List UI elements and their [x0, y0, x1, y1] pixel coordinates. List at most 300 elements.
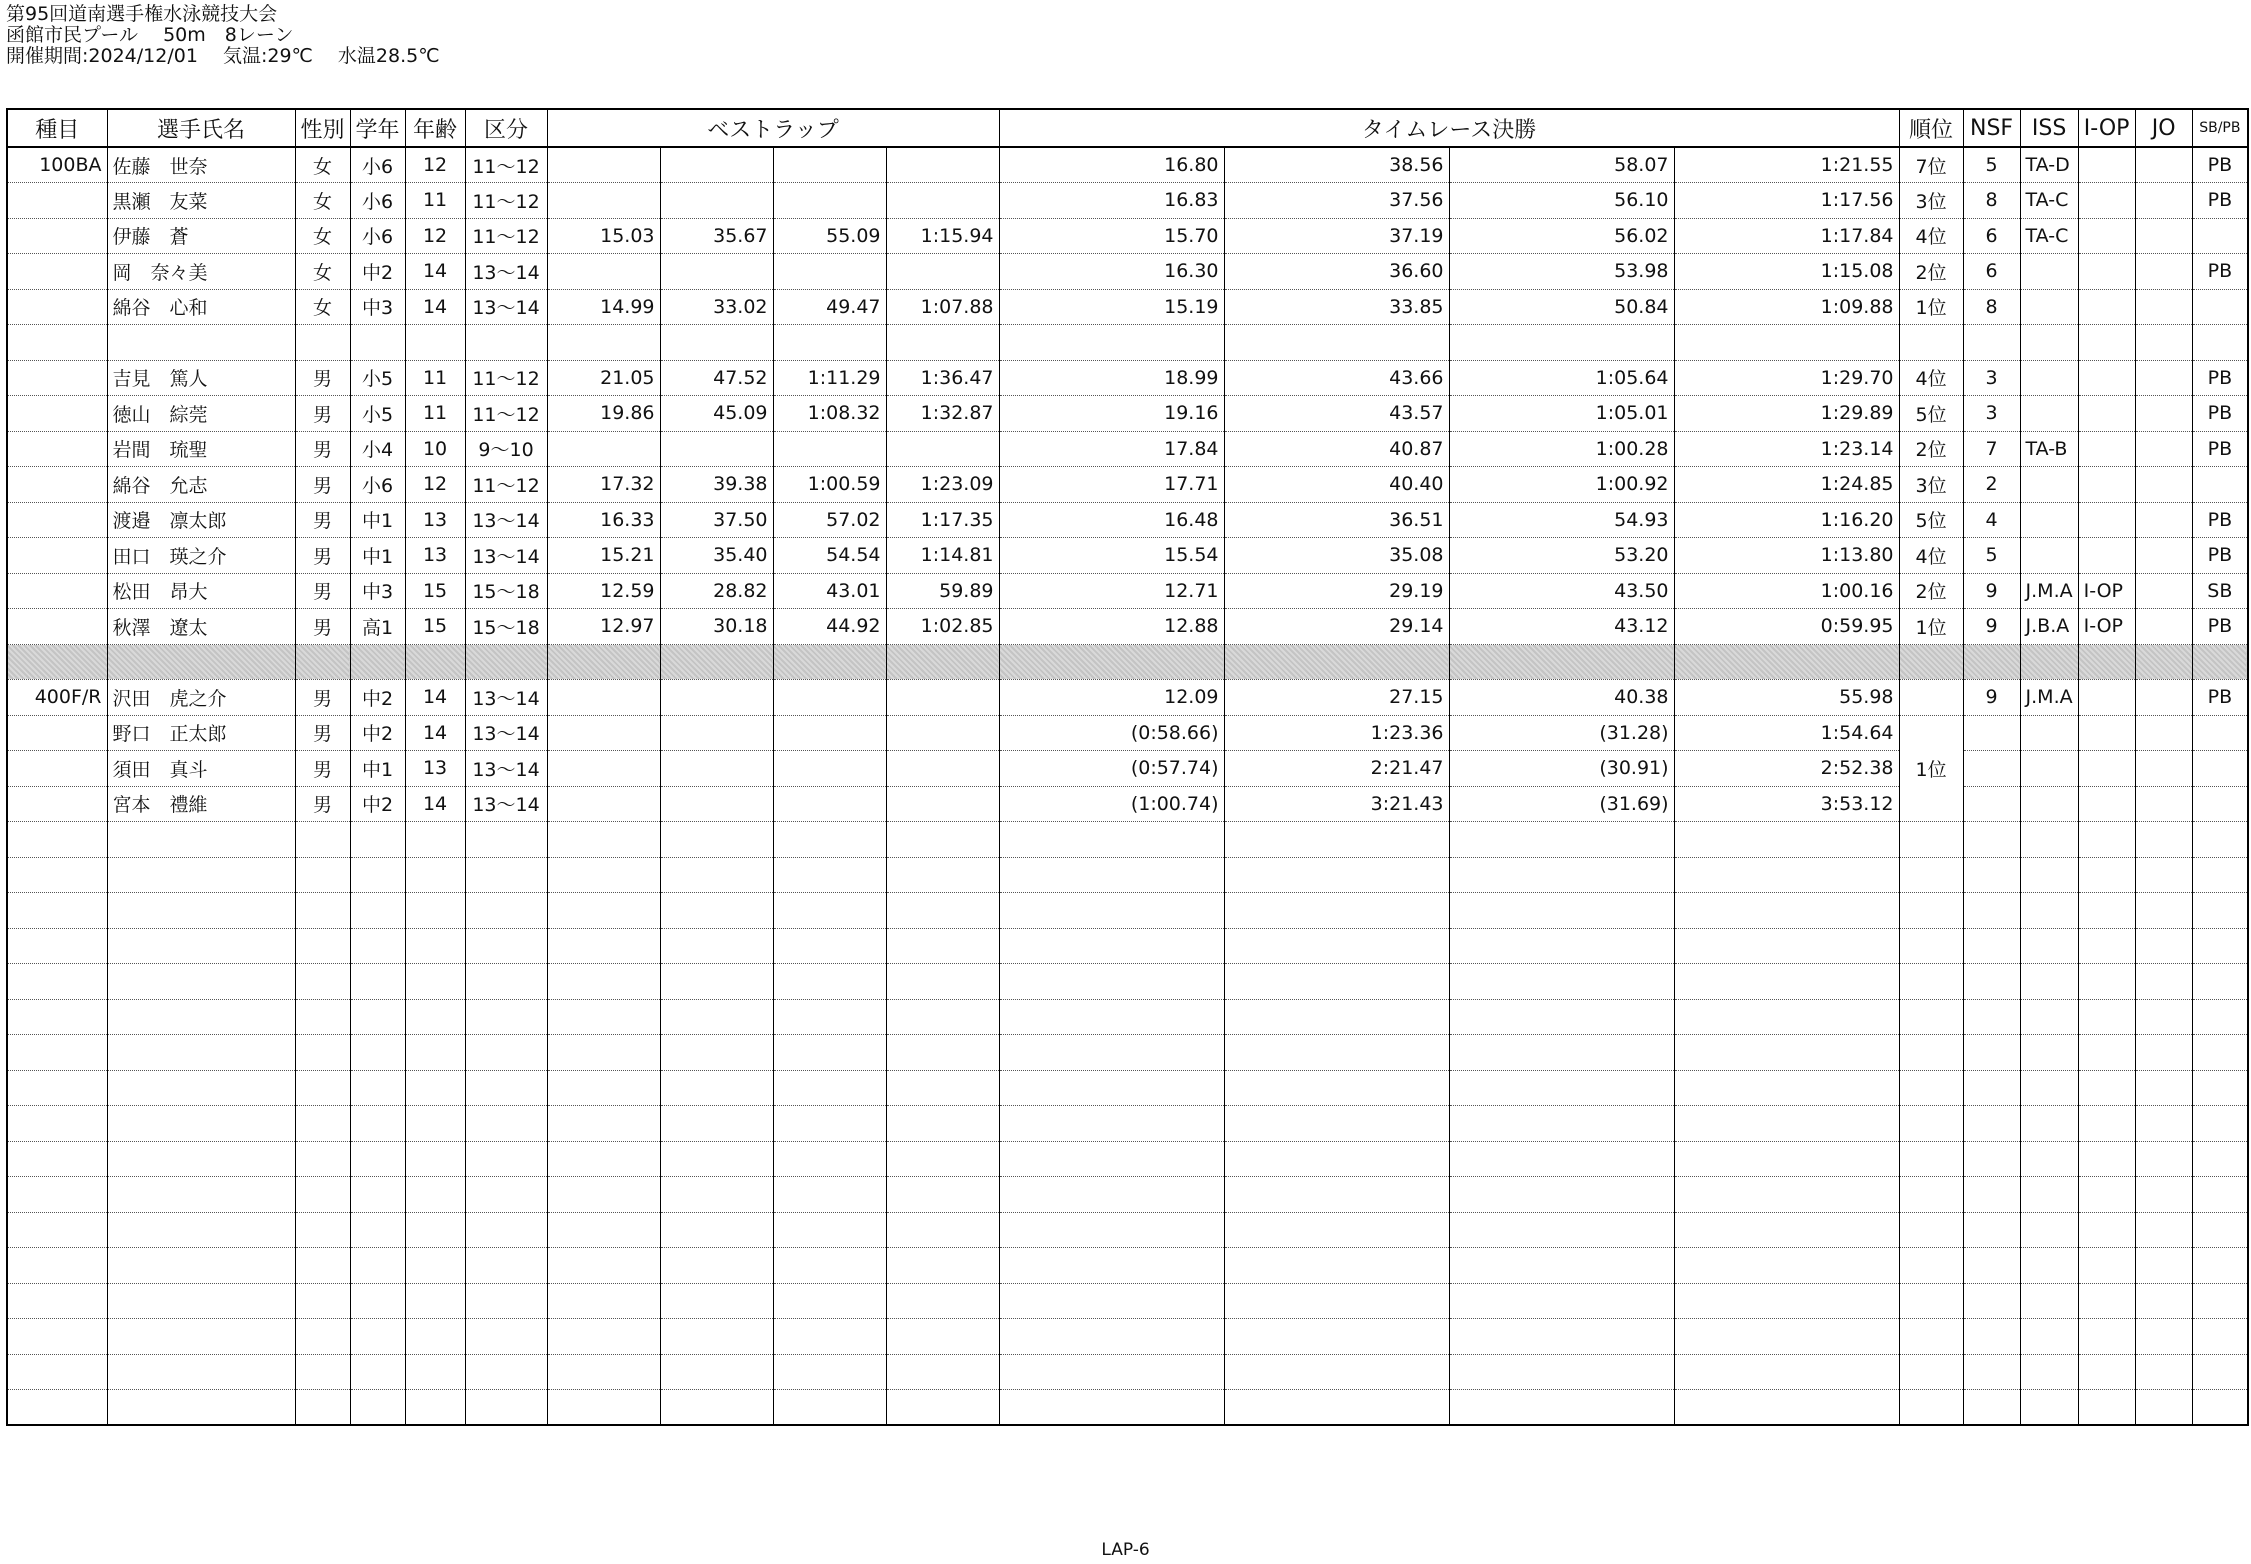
cell-sbpb	[2192, 1248, 2248, 1284]
cell-sex	[295, 822, 350, 858]
cell-best-lap: 49.47	[773, 289, 886, 325]
cell-grade	[350, 1212, 405, 1248]
cell-sex	[295, 1212, 350, 1248]
cell-rank: 2位	[1899, 431, 1963, 467]
cell-iss	[2020, 1106, 2078, 1142]
cell-final-lap: 18.99	[999, 360, 1224, 396]
cell-best-lap: 55.09	[773, 218, 886, 254]
cell-grade	[350, 1390, 405, 1426]
cell-rank	[1899, 1106, 1963, 1142]
table-row	[7, 502, 2248, 538]
cell-name	[107, 857, 295, 893]
cell-best-lap	[886, 1248, 999, 1284]
cell-cls: 11～12	[465, 147, 547, 183]
cell-best-lap	[547, 1283, 660, 1319]
cell-jo	[2135, 254, 2192, 290]
cell-final-lap: 56.02	[1449, 218, 1674, 254]
cell-age	[405, 893, 465, 929]
cell-event	[7, 609, 107, 645]
cell-best-lap	[773, 644, 886, 680]
cell-sbpb	[2192, 467, 2248, 503]
cell-iss	[2020, 254, 2078, 290]
cell-final-lap: 1:16.20	[1674, 502, 1899, 538]
cell-best-lap	[886, 1035, 999, 1071]
cell-best-lap	[773, 147, 886, 183]
cell-name	[107, 1070, 295, 1106]
cell-final-lap: 56.10	[1449, 183, 1674, 219]
cell-rank: 4位	[1899, 538, 1963, 574]
cell-nsf: 9	[1963, 609, 2020, 645]
cell-iss	[2020, 1035, 2078, 1071]
cell-event	[7, 1212, 107, 1248]
cell-final-lap: 3:53.12	[1674, 786, 1899, 822]
cell-sbpb: PB	[2192, 680, 2248, 716]
cell-sex: 男	[295, 680, 350, 716]
cell-cls	[465, 1177, 547, 1213]
cell-best-lap: 43.01	[773, 573, 886, 609]
cell-rank	[1899, 1212, 1963, 1248]
cell-grade: 中2	[350, 680, 405, 716]
cell-final-lap	[1674, 1177, 1899, 1213]
cell-iss	[2020, 999, 2078, 1035]
cell-best-lap	[660, 1319, 773, 1355]
cell-sbpb	[2192, 822, 2248, 858]
cell-name	[107, 325, 295, 361]
cell-name	[107, 1035, 295, 1071]
cell-nsf	[1963, 857, 2020, 893]
cell-cls: 13～14	[465, 254, 547, 290]
cell-jo	[2135, 928, 2192, 964]
cell-age	[405, 1248, 465, 1284]
cell-relay-rank: 1位	[1899, 715, 1963, 822]
cell-cls	[465, 1283, 547, 1319]
cell-name	[107, 644, 295, 680]
cell-best-lap	[660, 857, 773, 893]
empty-row	[7, 1354, 2248, 1390]
cell-best-lap	[773, 183, 886, 219]
cell-best-lap	[547, 1319, 660, 1355]
col-best-lap: ベストラップ	[547, 109, 999, 147]
cell-sex	[295, 1283, 350, 1319]
cell-jo	[2135, 1248, 2192, 1284]
cell-final-lap: 1:17.56	[1674, 183, 1899, 219]
cell-final-lap: 15.19	[999, 289, 1224, 325]
cell-sbpb	[2192, 218, 2248, 254]
cell-sbpb	[2192, 1106, 2248, 1142]
cell-best-lap	[547, 1248, 660, 1284]
cell-cls	[465, 1354, 547, 1390]
cell-best-lap: 1:36.47	[886, 360, 999, 396]
cell-final-lap	[1674, 1141, 1899, 1177]
cell-best-lap	[547, 928, 660, 964]
table-row	[7, 680, 2248, 716]
cell-final-lap	[1674, 1283, 1899, 1319]
cell-best-lap	[886, 254, 999, 290]
cell-final-lap: 36.60	[1224, 254, 1449, 290]
cell-sbpb: PB	[2192, 538, 2248, 574]
cell-nsf	[1963, 1319, 2020, 1355]
cell-best-lap	[773, 715, 886, 751]
cell-best-lap	[773, 431, 886, 467]
cell-best-lap	[547, 147, 660, 183]
table-row	[7, 431, 2248, 467]
cell-best-lap	[886, 1070, 999, 1106]
cell-sbpb	[2192, 964, 2248, 1000]
cell-age: 10	[405, 431, 465, 467]
cell-best-lap	[886, 715, 999, 751]
cell-final-lap	[1224, 822, 1449, 858]
cell-iop	[2078, 1212, 2135, 1248]
cell-event	[7, 928, 107, 964]
results-table	[6, 108, 2249, 1426]
cell-best-lap	[547, 1141, 660, 1177]
cell-age: 11	[405, 396, 465, 432]
empty-row	[7, 1070, 2248, 1106]
cell-sbpb	[2192, 786, 2248, 822]
cell-best-lap	[773, 1319, 886, 1355]
cell-age	[405, 1035, 465, 1071]
cell-sbpb	[2192, 1319, 2248, 1355]
cell-final-lap: 16.83	[999, 183, 1224, 219]
cell-rank	[1899, 1248, 1963, 1284]
cell-best-lap: 35.40	[660, 538, 773, 574]
cell-final-lap	[1449, 1141, 1674, 1177]
cell-sbpb	[2192, 1177, 2248, 1213]
cell-rank	[1899, 999, 1963, 1035]
cell-jo	[2135, 467, 2192, 503]
cell-final-lap	[1449, 1319, 1674, 1355]
cell-cls	[465, 1106, 547, 1142]
cell-final-lap	[999, 928, 1224, 964]
cell-iop	[2078, 786, 2135, 822]
cell-age	[405, 1212, 465, 1248]
cell-best-lap	[886, 147, 999, 183]
cell-grade: 中3	[350, 289, 405, 325]
cell-cls	[465, 893, 547, 929]
cell-best-lap	[547, 964, 660, 1000]
cell-best-lap: 16.33	[547, 502, 660, 538]
cell-event	[7, 573, 107, 609]
cell-final-lap: 1:23.36	[1224, 715, 1449, 751]
cell-final-lap: 15.70	[999, 218, 1224, 254]
cell-final-lap: 1:13.80	[1674, 538, 1899, 574]
cell-sbpb	[2192, 1035, 2248, 1071]
cell-iop	[2078, 289, 2135, 325]
cell-final-lap	[1224, 928, 1449, 964]
cell-sex	[295, 893, 350, 929]
cell-final-lap	[999, 644, 1224, 680]
cell-final-lap	[1449, 1035, 1674, 1071]
cell-age	[405, 928, 465, 964]
cell-sbpb: PB	[2192, 183, 2248, 219]
cell-name: 伊藤 蒼	[107, 218, 295, 254]
cell-best-lap	[547, 644, 660, 680]
cell-nsf	[1963, 1177, 2020, 1213]
cell-grade: 小6	[350, 147, 405, 183]
cell-iop	[2078, 254, 2135, 290]
cell-sbpb	[2192, 715, 2248, 751]
cell-nsf	[1963, 715, 2020, 751]
cell-best-lap	[547, 1177, 660, 1213]
empty-row	[7, 928, 2248, 964]
cell-rank: 5位	[1899, 396, 1963, 432]
cell-event	[7, 1070, 107, 1106]
cell-best-lap: 1:00.59	[773, 467, 886, 503]
cell-final-lap	[1224, 1106, 1449, 1142]
cell-name: 徳山 綜莞	[107, 396, 295, 432]
cell-best-lap	[886, 928, 999, 964]
cell-sbpb: PB	[2192, 360, 2248, 396]
cell-nsf: 6	[1963, 218, 2020, 254]
cell-best-lap	[886, 786, 999, 822]
cell-iop: I-OP	[2078, 609, 2135, 645]
cell-grade	[350, 964, 405, 1000]
cell-final-lap: 43.12	[1449, 609, 1674, 645]
cell-final-lap: 29.19	[1224, 573, 1449, 609]
cell-iss	[2020, 502, 2078, 538]
cell-sex	[295, 999, 350, 1035]
cell-grade: 小4	[350, 431, 405, 467]
cell-best-lap	[660, 1354, 773, 1390]
cell-name: 綿谷 允志	[107, 467, 295, 503]
cell-final-lap	[1674, 325, 1899, 361]
cell-nsf	[1963, 1354, 2020, 1390]
cell-sbpb	[2192, 857, 2248, 893]
cell-nsf: 9	[1963, 680, 2020, 716]
cell-sex	[295, 1177, 350, 1213]
cell-jo	[2135, 325, 2192, 361]
cell-sbpb: PB	[2192, 254, 2248, 290]
cell-age: 12	[405, 147, 465, 183]
cell-iop	[2078, 431, 2135, 467]
cell-best-lap	[886, 431, 999, 467]
cell-final-lap	[1674, 1035, 1899, 1071]
cell-final-lap	[999, 1283, 1224, 1319]
cell-best-lap: 28.82	[660, 573, 773, 609]
cell-best-lap	[773, 786, 886, 822]
cell-best-lap: 1:17.35	[886, 502, 999, 538]
cell-iss	[2020, 893, 2078, 929]
table-row	[7, 573, 2248, 609]
cell-best-lap: 14.99	[547, 289, 660, 325]
cell-final-lap	[1674, 1212, 1899, 1248]
cell-iss	[2020, 325, 2078, 361]
cell-nsf: 7	[1963, 431, 2020, 467]
cell-iss	[2020, 1070, 2078, 1106]
cell-iop	[2078, 1141, 2135, 1177]
cell-final-lap: 40.40	[1224, 467, 1449, 503]
cell-best-lap	[886, 1106, 999, 1142]
cell-age: 13	[405, 751, 465, 787]
cell-rank: 3位	[1899, 467, 1963, 503]
cell-jo	[2135, 573, 2192, 609]
cell-iss	[2020, 1354, 2078, 1390]
cell-best-lap: 1:14.81	[886, 538, 999, 574]
col-sex: 性別	[295, 109, 350, 147]
cell-rank	[1899, 1177, 1963, 1213]
cell-iss	[2020, 1319, 2078, 1355]
cell-final-lap	[999, 1390, 1224, 1426]
cell-final-lap	[1674, 964, 1899, 1000]
cell-iop	[2078, 396, 2135, 432]
cell-final-lap	[1449, 644, 1674, 680]
cell-final-lap: 43.50	[1449, 573, 1674, 609]
cell-grade: 中1	[350, 502, 405, 538]
cell-final-lap: 38.56	[1224, 147, 1449, 183]
cell-name	[107, 1390, 295, 1426]
cell-final-lap: 35.08	[1224, 538, 1449, 574]
cell-iss	[2020, 1212, 2078, 1248]
cell-grade	[350, 999, 405, 1035]
cell-final-lap: 37.56	[1224, 183, 1449, 219]
cell-cls	[465, 822, 547, 858]
cell-final-lap: 15.54	[999, 538, 1224, 574]
cell-final-lap	[1224, 1248, 1449, 1284]
cell-best-lap	[660, 999, 773, 1035]
cell-iop	[2078, 1248, 2135, 1284]
cell-final-lap	[999, 325, 1224, 361]
cell-final-lap: 19.16	[999, 396, 1224, 432]
cell-best-lap	[660, 1177, 773, 1213]
cell-iss: TA-C	[2020, 183, 2078, 219]
cell-best-lap	[547, 254, 660, 290]
cell-event	[7, 999, 107, 1035]
cell-grade	[350, 1106, 405, 1142]
cell-cls	[465, 1390, 547, 1426]
cell-final-lap: 53.98	[1449, 254, 1674, 290]
cell-iop: I-OP	[2078, 573, 2135, 609]
cell-final-lap	[1224, 1177, 1449, 1213]
cell-final-lap	[1224, 964, 1449, 1000]
cell-final-lap: 1:29.89	[1674, 396, 1899, 432]
cell-best-lap	[773, 1354, 886, 1390]
cell-final-lap: 1:00.28	[1449, 431, 1674, 467]
col-class: 区分	[465, 109, 547, 147]
cell-best-lap	[886, 644, 999, 680]
cell-best-lap: 1:32.87	[886, 396, 999, 432]
cell-final-lap	[999, 964, 1224, 1000]
cell-jo	[2135, 1212, 2192, 1248]
cell-age	[405, 1283, 465, 1319]
cell-iss	[2020, 360, 2078, 396]
cell-cls	[465, 964, 547, 1000]
venue-line: 函館市民プール 50m 8レーン	[6, 24, 294, 46]
cell-final-lap: 1:15.08	[1674, 254, 1899, 290]
cell-age: 14	[405, 786, 465, 822]
cell-iss: TA-B	[2020, 431, 2078, 467]
cell-nsf: 9	[1963, 573, 2020, 609]
cell-final-lap: (31.69)	[1449, 786, 1674, 822]
cell-grade: 中1	[350, 538, 405, 574]
cell-event	[7, 1035, 107, 1071]
cell-sex	[295, 1141, 350, 1177]
cell-sbpb	[2192, 644, 2248, 680]
cell-grade	[350, 928, 405, 964]
cell-best-lap	[660, 822, 773, 858]
cell-final-lap: (1:00.74)	[999, 786, 1224, 822]
cell-best-lap	[886, 1390, 999, 1426]
cell-final-lap: 1:23.14	[1674, 431, 1899, 467]
cell-final-lap: 1:00.16	[1674, 573, 1899, 609]
cell-final-lap: 36.51	[1224, 502, 1449, 538]
cell-rank	[1899, 928, 1963, 964]
cell-final-lap	[1674, 1390, 1899, 1426]
cell-nsf	[1963, 325, 2020, 361]
cell-grade	[350, 1319, 405, 1355]
cell-jo	[2135, 1106, 2192, 1142]
col-event: 種目	[7, 109, 107, 147]
table-row	[7, 360, 2248, 396]
cell-rank	[1899, 1390, 1963, 1426]
table-row	[7, 183, 2248, 219]
cell-name: 沢田 虎之介	[107, 680, 295, 716]
cell-cls: 13～14	[465, 751, 547, 787]
cell-event	[7, 1248, 107, 1284]
col-final: タイムレース決勝	[999, 109, 1899, 147]
empty-row	[7, 1141, 2248, 1177]
cell-final-lap: 40.38	[1449, 680, 1674, 716]
cell-name	[107, 999, 295, 1035]
cell-event	[7, 644, 107, 680]
cell-final-lap: 1:29.70	[1674, 360, 1899, 396]
cell-age: 12	[405, 467, 465, 503]
cell-iop	[2078, 644, 2135, 680]
empty-row	[7, 325, 2248, 361]
cell-sex: 男	[295, 360, 350, 396]
cell-best-lap	[547, 893, 660, 929]
cell-name: 須田 真斗	[107, 751, 295, 787]
cell-best-lap: 35.67	[660, 218, 773, 254]
cell-iop	[2078, 325, 2135, 361]
cell-final-lap: 0:59.95	[1674, 609, 1899, 645]
cell-final-lap	[999, 999, 1224, 1035]
cell-jo	[2135, 751, 2192, 787]
cell-cls	[465, 857, 547, 893]
cell-iss	[2020, 1177, 2078, 1213]
cell-cls	[465, 1141, 547, 1177]
cell-nsf	[1963, 1248, 2020, 1284]
cell-age	[405, 1106, 465, 1142]
cell-iop	[2078, 538, 2135, 574]
cell-event	[7, 289, 107, 325]
cell-final-lap: (0:57.74)	[999, 751, 1224, 787]
cell-sex	[295, 644, 350, 680]
cell-best-lap	[547, 999, 660, 1035]
cell-rank: 5位	[1899, 502, 1963, 538]
cell-final-lap	[1449, 1212, 1674, 1248]
cell-rank	[1899, 857, 1963, 893]
cell-grade	[350, 1354, 405, 1390]
cell-best-lap: 33.02	[660, 289, 773, 325]
cell-final-lap: 3:21.43	[1224, 786, 1449, 822]
empty-row	[7, 1248, 2248, 1284]
cell-age	[405, 999, 465, 1035]
cell-final-lap	[1224, 1070, 1449, 1106]
cell-cls	[465, 1319, 547, 1355]
col-nsf: NSF	[1963, 109, 2020, 147]
cell-best-lap	[773, 1283, 886, 1319]
cell-final-lap: 16.80	[999, 147, 1224, 183]
cell-best-lap: 59.89	[886, 573, 999, 609]
empty-row	[7, 1212, 2248, 1248]
cell-final-lap	[1449, 1070, 1674, 1106]
cell-best-lap	[773, 857, 886, 893]
cell-best-lap	[773, 1212, 886, 1248]
cell-final-lap	[999, 1354, 1224, 1390]
cell-final-lap	[1449, 1354, 1674, 1390]
table-row	[7, 715, 2248, 751]
cell-rank	[1899, 680, 1963, 716]
